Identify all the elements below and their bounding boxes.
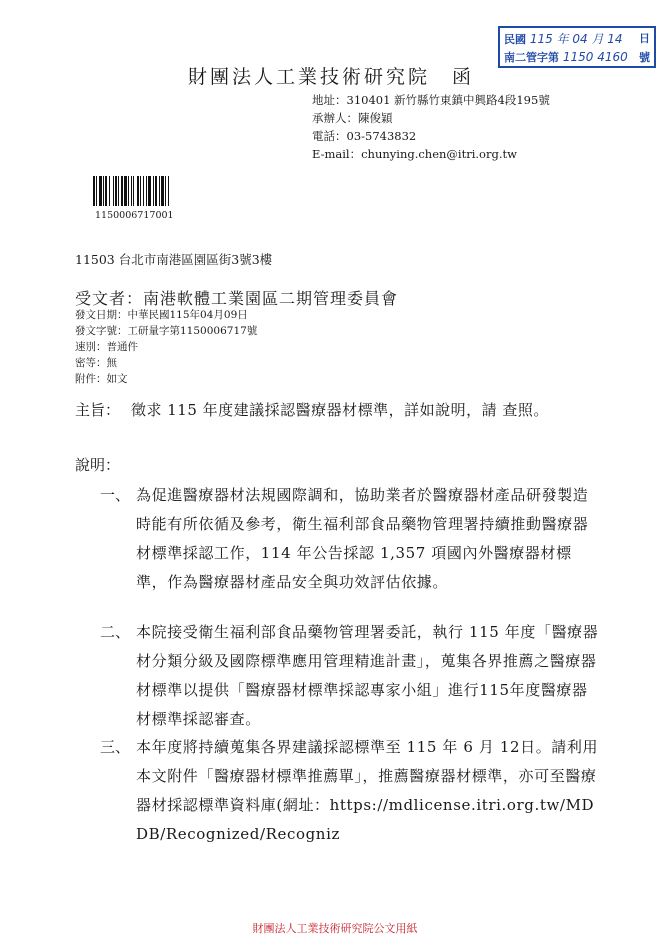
contact-person: 承辦人：陳俊穎 xyxy=(312,111,393,125)
item-number: 三、 xyxy=(100,738,131,756)
stamp-date-prefix: 民國 xyxy=(504,33,526,46)
explanation-item xyxy=(100,618,600,734)
stationery-footer: 財團法人工業技術研究院公文用紙 xyxy=(252,922,418,935)
recipient-line: 受文者：南港軟體工業園區二期管理委員會 xyxy=(75,289,399,308)
subject-label: 主旨： xyxy=(75,401,121,419)
explanation-item xyxy=(100,481,600,597)
stamp-date-handwritten: 115 年 04 月 14 xyxy=(529,32,623,46)
subject-block xyxy=(75,398,605,423)
subject-text: 徵求 115 年度建議採認醫療器材標準，詳如說明，請 查照。 xyxy=(131,401,549,419)
contact-email: E-mail：chunying.chen@itri.org.tw xyxy=(312,147,517,161)
document-number: 發文字號：工研量字第1150006717號 xyxy=(75,325,258,337)
stamp-number-suffix: 號 xyxy=(639,51,650,64)
receipt-stamp xyxy=(498,26,656,68)
stamp-number-line xyxy=(504,49,628,65)
stamp-date-suffix: 日 xyxy=(639,32,650,45)
stamp-date-line xyxy=(504,30,623,47)
contact-address: 地址：310401 新竹縣竹東鎮中興路4段195號 xyxy=(312,93,550,107)
item-number: 一、 xyxy=(100,486,131,504)
contact-phone: 電話：03-5743832 xyxy=(312,129,417,143)
item-number: 二、 xyxy=(100,623,131,641)
urgency: 速別：普通件 xyxy=(75,341,138,353)
issue-date: 發文日期：中華民國115年04月09日 xyxy=(75,309,248,321)
item-text: 為促進醫療器材法規國際調和，協助業者於醫療器材產品研發製造時能有所依循及參考，衛生福利部食品藥物管理署持續推動醫療器材標準採認工作，114 年公告採認 1,357 項國內外醫療器材標準，作為醫療器材產品安全與功效評估依據。 xyxy=(136,486,589,591)
stamp-number-handwritten: 1150 4160 xyxy=(562,50,628,64)
attachment: 附件：如文 xyxy=(75,373,128,385)
document-title: 財團法人工業技術研究院 函 xyxy=(188,66,475,88)
stamp-number-prefix: 南二管字第 xyxy=(504,51,559,64)
barcode-image xyxy=(93,176,197,206)
recipient-address: 11503 台北市南港區園區街3號3樓 xyxy=(75,252,273,267)
barcode-number: 1150006717001 xyxy=(95,210,174,221)
item-text: 本院接受衛生福利部食品藥物管理署委託，執行 115 年度「醫療器材分類分級及國際標準應用管理精進計畫」，蒐集各界推薦之醫療器材標準以提供「醫療器材標準採認專家小組」進行115年度醫療器材標準採認審查。 xyxy=(136,623,599,728)
explanation-item xyxy=(100,733,600,849)
classification: 密等：無 xyxy=(75,357,117,369)
item-text: 本年度將持續蒐集各界建議採認標準至 115 年 6 月 12日。請利用本文附件「醫療器材標準推薦單」，推薦醫療器材標準，亦可至醫療器材採認標準資料庫(網址：https://mdlicense.itri.org.tw/MDDB/Recognized/Recogniz xyxy=(136,738,599,843)
explanation-label: 說明： xyxy=(75,456,121,474)
